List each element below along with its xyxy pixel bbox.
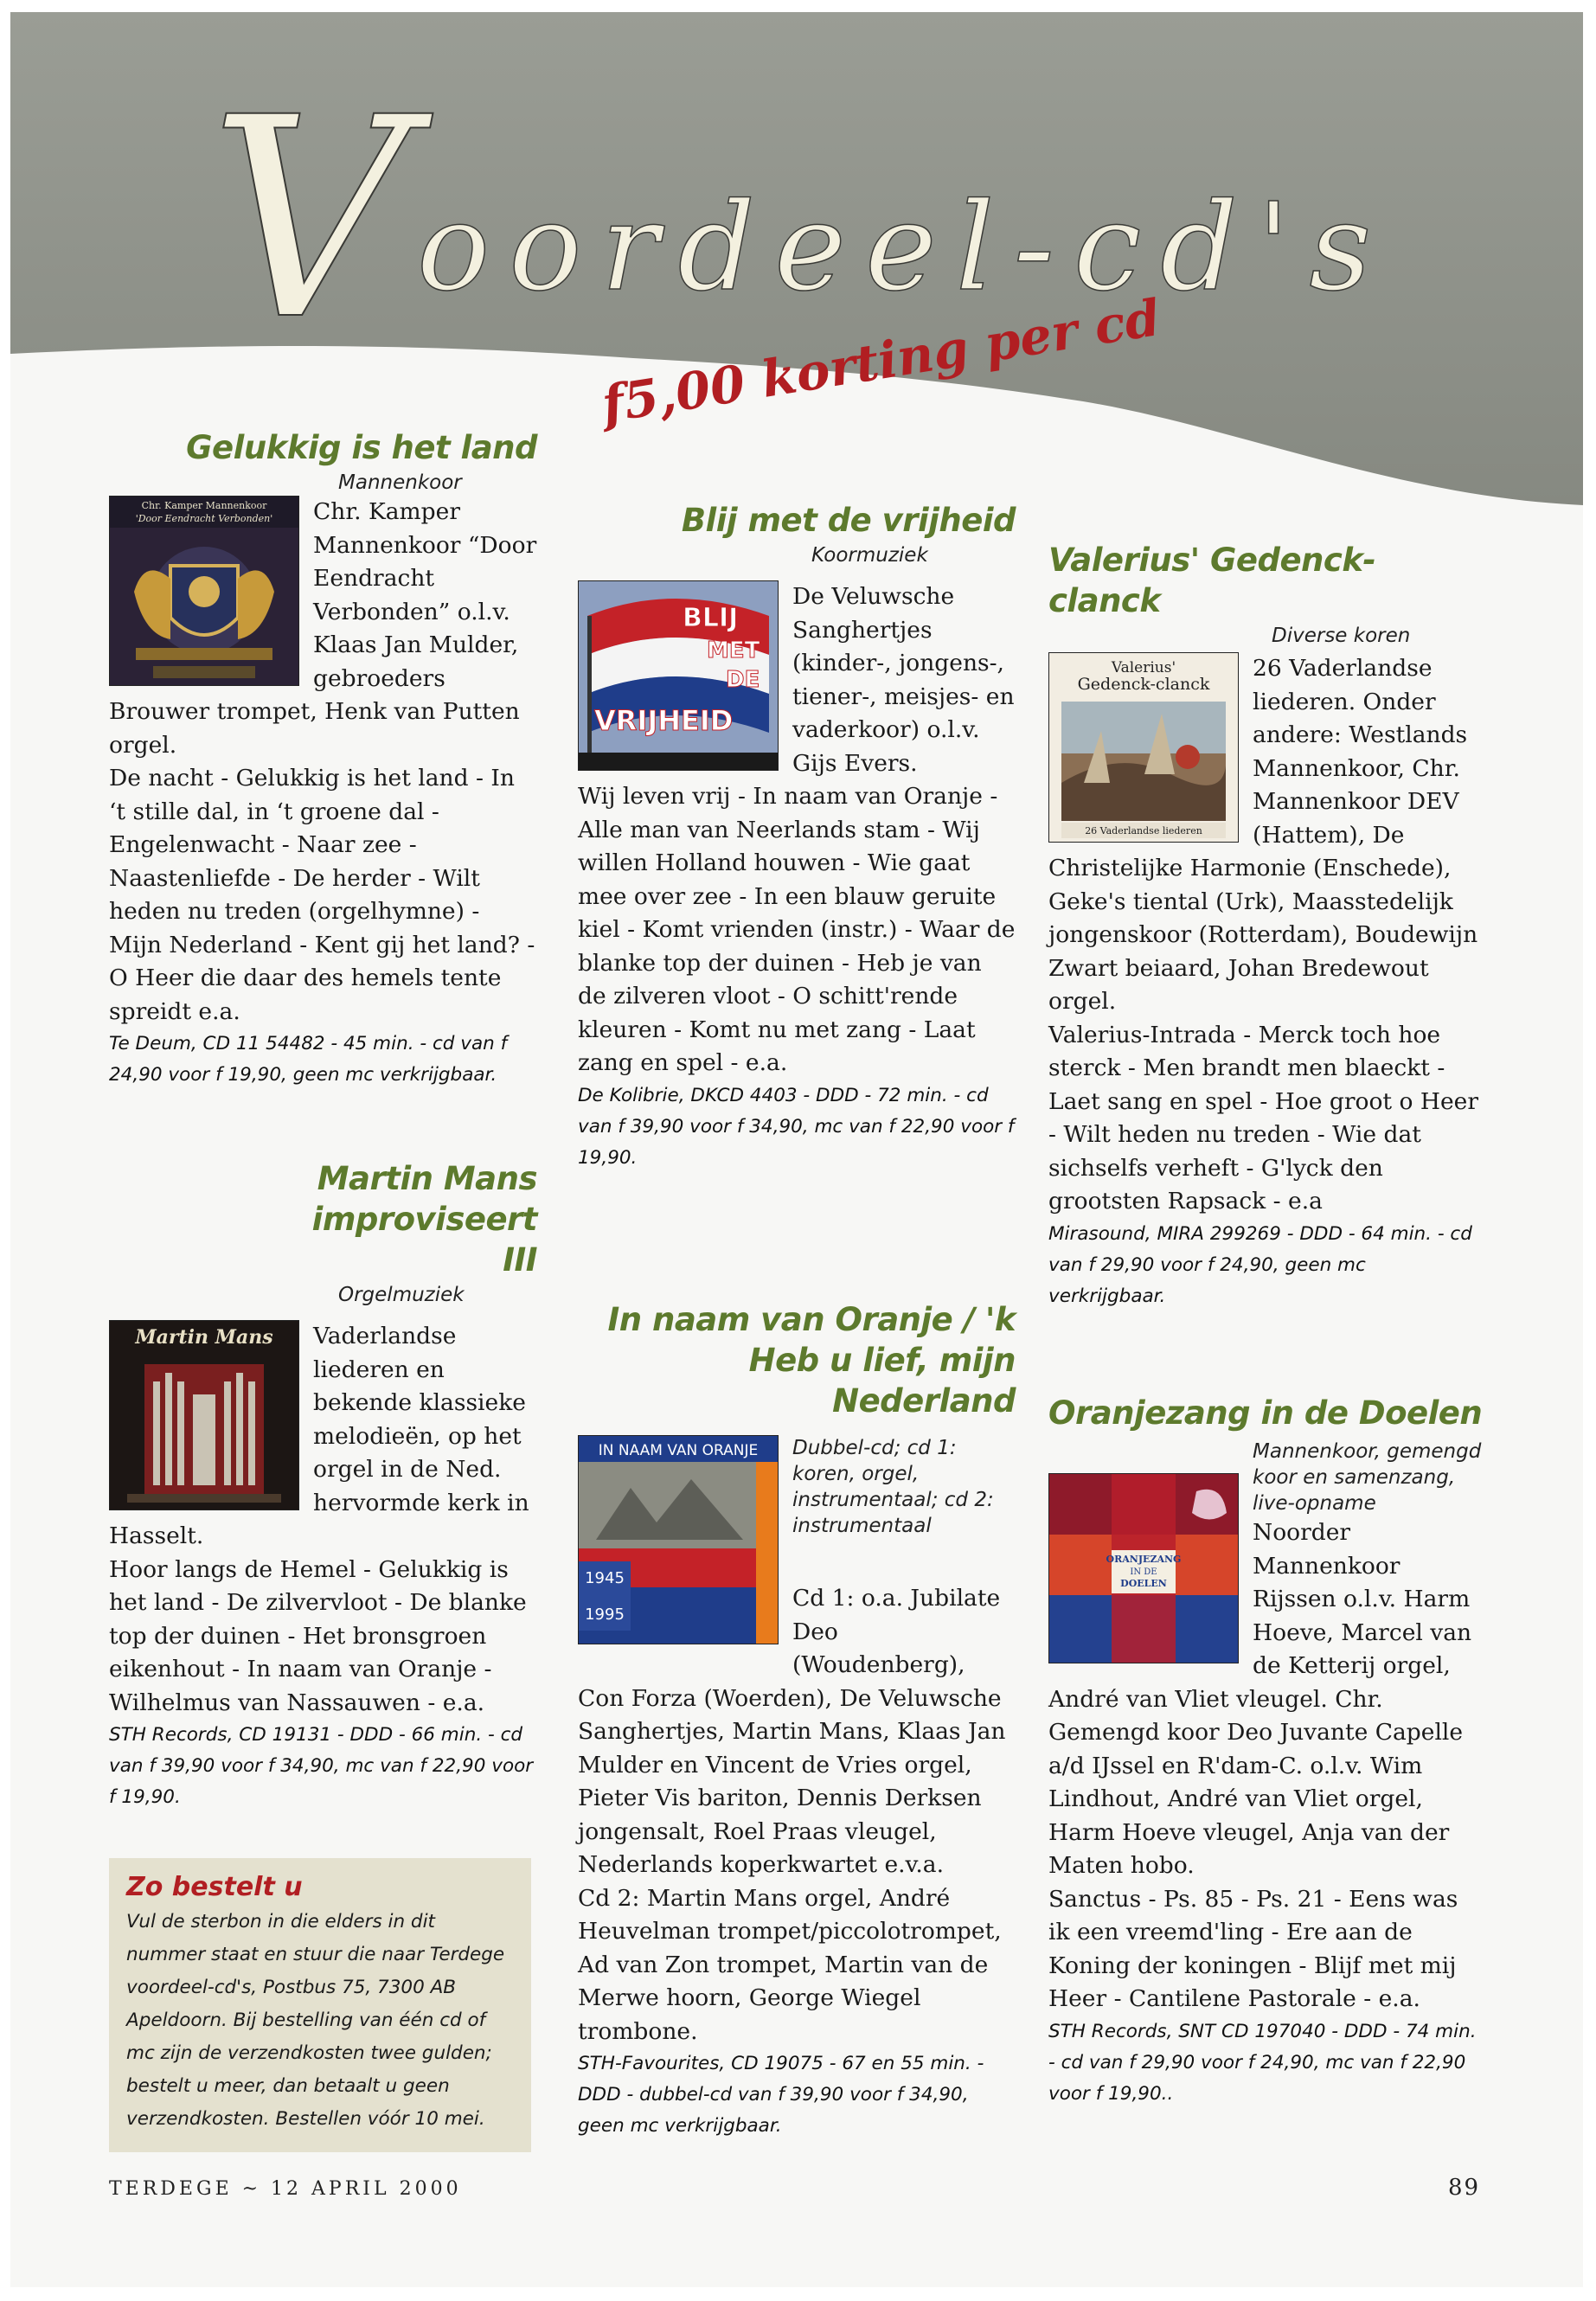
cover-caption: Martin Mans: [135, 1326, 273, 1349]
article-catalog: STH-Favourites, CD 19075 - 67 en 55 min. - DDD - dubbel-cd van f 39,90 voor f 34,90, geen mc verkrijgbaar.: [578, 2053, 984, 2137]
article-intro: Chr. Kamper Mannenkoor “Door Eendracht Verbonden” o.l.v. Klaas Jan Mulder, gebroeders Brouwer trompet, Henk van Putten orgel.: [109, 498, 537, 759]
footer-publication: TERDEGE ~ 12 APRIL 2000: [109, 2178, 462, 2200]
magazine-page: [10, 12, 1583, 2287]
article-title: In naam van Oranje / 'k Heb u lief, mijn Nederland: [607, 1301, 1016, 1420]
article-tracks: Wij leven vrij - In naam van Oranje - Alle man van Neerlands stam - Wij willen Holland houwen - Wie gaat mee over zee - In een blauw geruite kiel - Komt vrienden (instr.) - Waar de blanke top der duinen - Heb je van de zilveren vloot - O schitt'rende kleuren - Komt nu met zang - Laat zang en spel - e.a.: [578, 783, 1016, 1076]
title-rest: oordeel-cd's: [417, 177, 1391, 318]
article-intro: De Veluwsche Sanghertjes (kinder-, jongens-, tiener-, meisjes- en vaderkoor) o.l.v. Gijs Evers.: [792, 583, 1015, 777]
article-title: Blij met de vrijheid: [681, 502, 1016, 539]
article-oranjezang: [1048, 1393, 1486, 2110]
article-oranje: [578, 1299, 1016, 2142]
article-catalog: Te Deum, CD 11 54482 - 45 min. - cd van f 24,90 voor f 19,90, geen mc verkrijgbaar.: [109, 1033, 508, 1086]
article-tracks: Valerius-Intrada - Merck toch hoe sterck - Men brandt men blaeckt - Laet sang en spel - Hoe groot o Heer - Wilt heden nu treden - Wie dat sichselfs verheft - G'lyck den grootsten Rapsack - e.a: [1048, 1021, 1479, 1215]
svg-text:1945: 1945: [585, 1569, 625, 1587]
article-genre: Mannenkoor, gemengd koor en samenzang, live-opname: [1253, 1440, 1482, 1515]
article-intro: Noorder Mannenkoor Rijssen o.l.v. Harm Hoeve, Marcel van de Ketterij orgel, André van Vliet vleugel. Chr. Gemengd koor Deo Juvante Capelle a/d IJssel en R'dam-C. o.l.v. Wim Lindhout, André van Vliet orgel, Harm Hoeve vleugel, Anja van der Maten hobo.: [1048, 1519, 1472, 1879]
svg-text:Gedenck-clanck: Gedenck-clanck: [1077, 675, 1210, 694]
article-tracks: Hoor langs de Hemel - Gelukkig is het land - De zilvervloot - De blanke top der duinen - Het bronsgroen eikenhout - In naam van Oranje - Wilhelmus van Nassauwen - e.a.: [109, 1555, 527, 1716]
order-text: Vul de sterbon in die elders in dit nummer staat en stuur die naar Terdege voordeel-cd's, Postbus 75, 7300 AB Apeldoorn. Bij bestelling van één cd of mc zijn de verzendkosten twee gulden; bestelt u meer, dan betaalt u geen verzendkosten. Bestellen vóór 10 mei.: [126, 1911, 505, 2130]
order-info-box: [109, 1858, 531, 2152]
article-gelukkig: [109, 427, 537, 1091]
cd-cover-gelukkig: [109, 496, 299, 686]
cd-cover-martin-mans: [109, 1320, 299, 1510]
article-genre: Koormuziek: [811, 544, 928, 567]
order-title: Zo bestelt u: [126, 1872, 303, 1902]
article-cd2: Cd 2: Martin Mans orgel, André Heuvelman trompet/piccolotrompet, Ad van Zon trompet, Martin van de Merwe hoorn, George Wiegel trombone.: [578, 1884, 1002, 2045]
svg-text:VRIJHEID: VRIJHEID: [594, 704, 734, 737]
article-tracks: De nacht - Gelukkig is het land - In ‘t stille dal, in ‘t groene dal - Engelenwacht - Naar zee - Naastenliefde - De herder - Wilt heden nu treden (orgelhymne) - Mijn Nederland - Kent gij het land? - O Heer die daar des hemels tente spreidt e.a.: [109, 765, 535, 1025]
article-title: Martin Mans improviseert III: [311, 1160, 537, 1279]
article-intro: 26 Vaderlandse liederen. Onder andere: Westlands Mannenkoor, Chr. Mannenkoor DEV (Hattem), De Christelijke Harmonie (Enschede), Geke's tiental (Urk), Maasstedelijk jongenskoor (Rotterdam), Boudewijn Zwart beiaard, Johan Bredewout orgel.: [1048, 655, 1478, 1015]
svg-text:ORANJEZANG: ORANJEZANG: [1106, 1554, 1182, 1565]
article-catalog: STH Records, CD 19131 - DDD - 66 min. - cd van f 39,90 voor f 34,90, mc van f 22,90 voor f 19,90.: [109, 1724, 534, 1808]
article-title: Valerius' Gedenck-clanck: [1048, 542, 1376, 619]
article-cd1: Cd 1: o.a. Jubilate Deo (Woudenberg), Con Forza (Woerden), De Veluwsche Sanghertjes, Martin Mans, Klaas Jan Mulder en Vincent de Vries orgel, Pieter Vis bariton, Dennis Derksen jongensalt, Roel Praas vleugel, Nederlands koperkwartet e.v.a.: [578, 1585, 1006, 1878]
footer-page-number: 89: [1448, 2175, 1481, 2201]
article-catalog: Mirasound, MIRA 299269 - DDD - 64 min. - cd van f 29,90 voor f 24,90, geen mc verkrijgbaar.: [1048, 1222, 1472, 1307]
cd-cover-oranjezang: [1048, 1473, 1239, 1663]
article-catalog: De Kolibrie, DKCD 4403 - DDD - 72 min. - cd van f 39,90 voor f 34,90, mc van f 22,90 voor f 19,90.: [578, 1084, 1015, 1169]
svg-text:1995: 1995: [585, 1606, 625, 1624]
svg-text:26 Vaderlandse liederen: 26 Vaderlandse liederen: [1085, 825, 1202, 836]
article-catalog: STH Records, SNT CD 197040 - DDD - 74 min. - cd van f 29,90 voor f 24,90, mc van f 22,90 voor f 19,90..: [1048, 2020, 1477, 2105]
discount-tagline: f5,00 korting per cd: [598, 287, 1164, 434]
article-title: Gelukkig is het land: [186, 429, 537, 466]
article-tracks: Sanctus - Ps. 85 - Ps. 21 - Eens was ik een vreemd'ling - Ere aan de Koning der koningen - Blijf met mij Heer - Cantilene Pastorale - e.a.: [1048, 1885, 1458, 2012]
article-valerius: [1048, 540, 1486, 1312]
svg-text:'Door Eendracht Verbonden': 'Door Eendracht Verbonden': [135, 513, 273, 524]
svg-text:IN DE: IN DE: [1130, 1567, 1157, 1577]
article-genre: Mannenkoor: [338, 471, 462, 494]
banner-title: [192, 29, 1542, 375]
cd-cover-oranje: [578, 1435, 779, 1644]
article-martin-mans: [109, 1158, 537, 1813]
svg-text:DOELEN: DOELEN: [1120, 1578, 1167, 1589]
svg-text:Valerius': Valerius': [1111, 659, 1176, 676]
svg-text:MET: MET: [707, 638, 760, 663]
svg-text:Chr. Kamper Mannenkoor: Chr. Kamper Mannenkoor: [141, 500, 267, 511]
cd-cover-blij: [578, 580, 779, 771]
article-intro: Vaderlandse liederen en bekende klassieke melodieën, op het orgel in de Ned. hervormde kerk in Hasselt.: [109, 1323, 529, 1549]
article-blij: [578, 500, 1016, 1174]
article-genre: Dubbel-cd; cd 1: koren, orgel, instrumentaal; cd 2: instrumentaal: [792, 1437, 994, 1537]
title-initial: V: [209, 59, 410, 375]
svg-text:DE: DE: [726, 667, 760, 693]
svg-text:BLIJ: BLIJ: [683, 603, 739, 633]
cd-cover-valerius: [1048, 652, 1239, 843]
svg-text:IN NAAM VAN ORANJE: IN NAAM VAN ORANJE: [598, 1442, 759, 1459]
article-genre: Orgelmuziek: [338, 1284, 465, 1306]
article-genre: Diverse koren: [1272, 625, 1411, 647]
article-title: Oranjezang in de Doelen: [1048, 1394, 1483, 1432]
